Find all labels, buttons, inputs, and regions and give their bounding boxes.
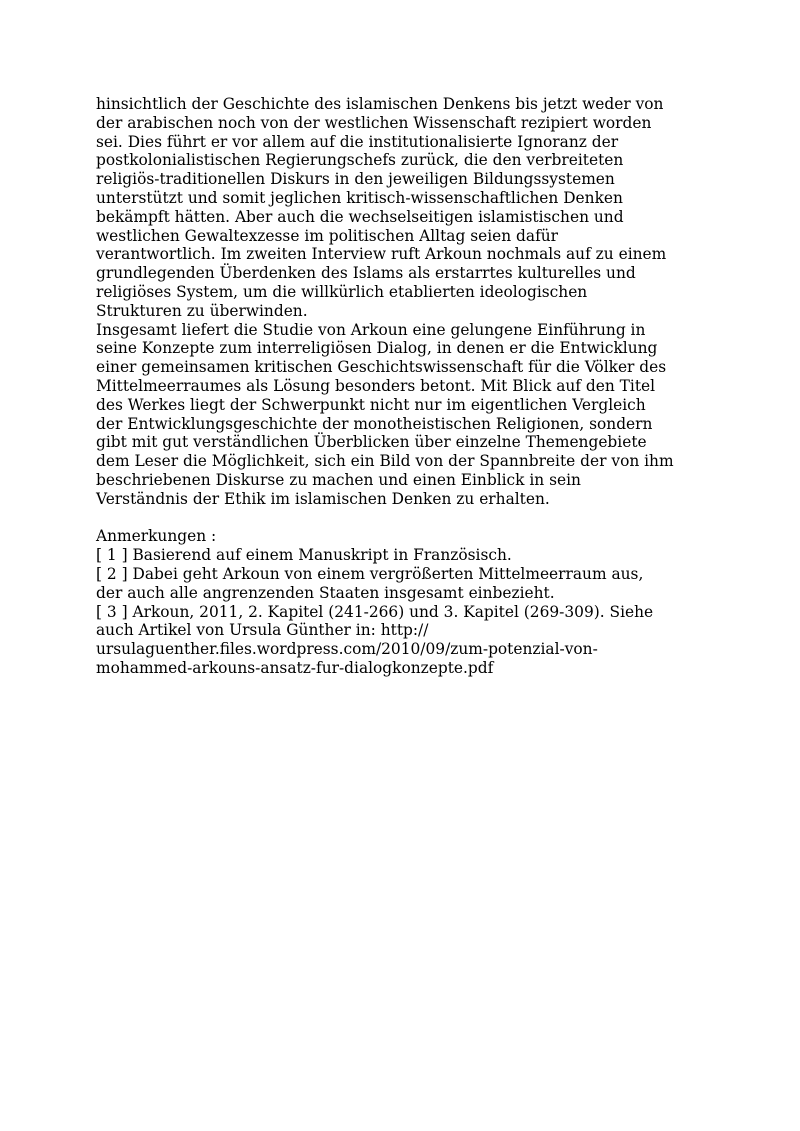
document-text bbox=[96, 95, 716, 678]
body-paragraph-2: Insgesamt liefert die Studie von Arkoun eine gelungene Einführung in seine Konzepte zum interreligiösen Dialog, in denen er die Entwicklung einer gemeinsamen kritischen Geschichtswissenschaft für die Völker des Mittelmeerraumes als Lösung besonders betont. Mit Blick auf den Titel des Werkes liegt der Schwerpunkt nicht nur im eigentlichen Vergleich der Entwicklungsgeschichte der monotheistischen Religionen, sondern gibt mit gut verständlichen Überblicken über einzelne Themengebiete dem Leser die Möglichkeit, sich ein Bild von der Spannbreite der von ihm beschriebenen Diskurse zu machen und einen Einblick in sein Verständnis der Ethik im islamischen Denken zu erhalten. bbox=[96, 320, 674, 508]
footnote-2: [ 2 ] Dabei geht Arkoun von einem vergrößerten Mittelmeerraum aus, der auch alle angrenzenden Staaten insgesamt einbezieht. bbox=[96, 564, 644, 602]
body-paragraph-1: hinsichtlich der Geschichte des islamischen Denkens bis jetzt weder von der arabischen noch von der westlichen Wissenschaft rezipiert worden sei. Dies führt er vor allem auf die institutionalisierte Ignoranz der postkolonialistischen Regierungschefs zurück, die den verbreiteten religiös-traditionellen Diskurs in den jeweiligen Bildungssystemen unterstützt und somit jeglichen kritisch-wissenschaftlichen Denken bekämpft hätten. Aber auch die wechselseitigen islamistischen und westlichen Gewaltexzesse im politischen Alltag seien dafür verantwortlich. Im zweiten Interview ruft Arkoun nochmals auf zu einem grundlegenden Überdenken des Islams als erstarrtes kulturelles und religiöses System, um die willkürlich etablierten ideologischen Strukturen zu überwinden. bbox=[96, 95, 667, 320]
notes-heading: Anmerkungen : bbox=[96, 527, 217, 546]
footnote-3: [ 3 ] Arkoun, 2011, 2. Kapitel (241-266) und 3. Kapitel (269-309). Siehe auch Artikel von Ursula Günther in: http:// ursulaguenther.files.wordpress.com/2010/09/zum-potenzial-von- mohammed-arkouns-ansatz-fur-dialogkonzepte.pdf bbox=[96, 602, 654, 677]
paragraph-spacer bbox=[96, 509, 716, 528]
footnote-1: [ 1 ] Basierend auf einem Manuskript in Französisch. bbox=[96, 546, 512, 565]
